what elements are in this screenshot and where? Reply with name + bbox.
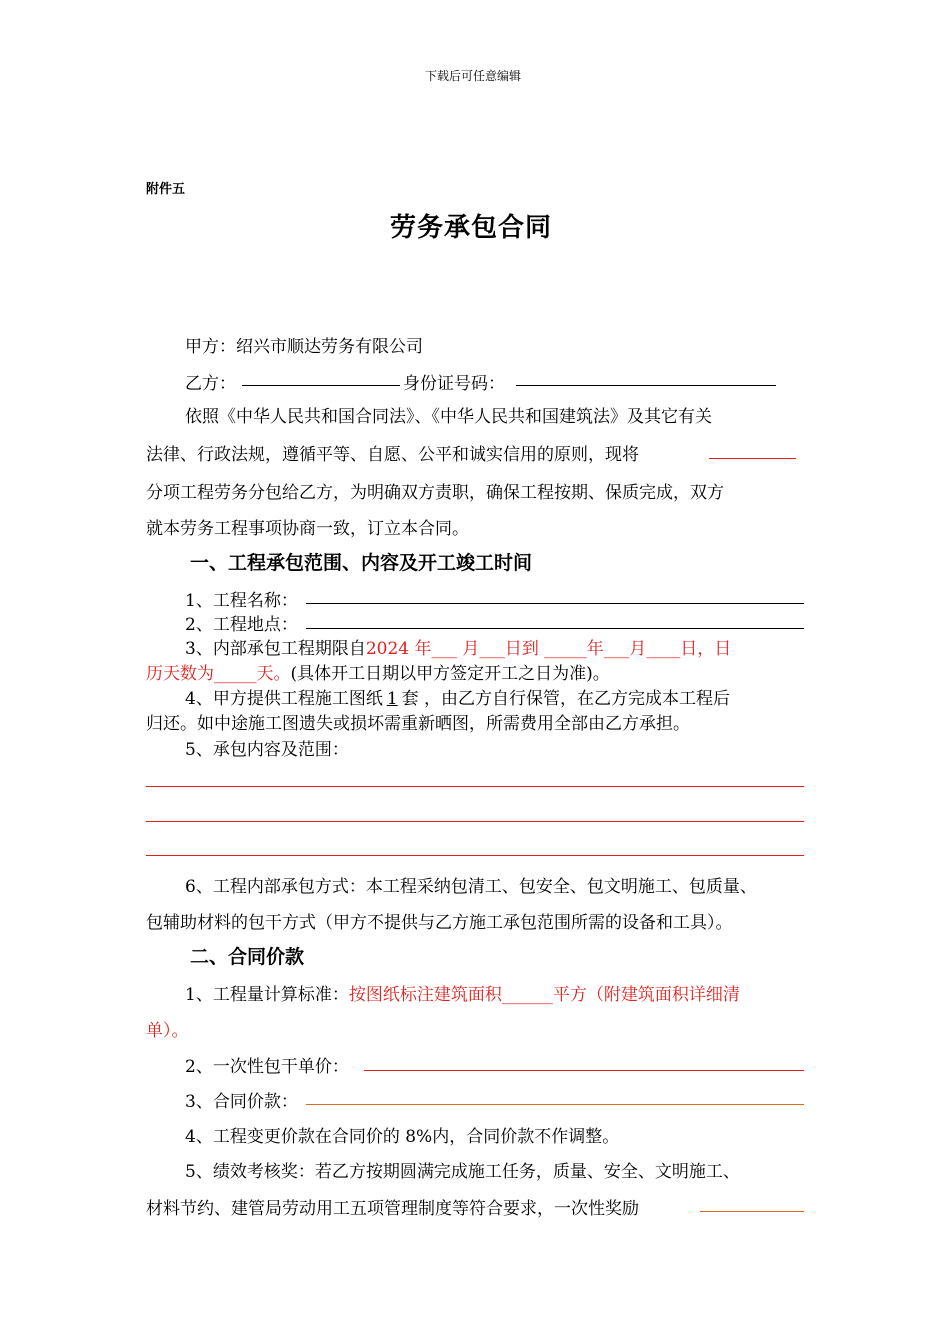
scope-field-1[interactable] [146,786,804,787]
bonus-amount-field[interactable] [700,1211,804,1212]
scope-field-3[interactable] [146,855,804,856]
item-5-scope: 5、承包内容及范围： [185,740,349,760]
scope-field-2[interactable] [146,821,804,822]
document-title: 劳务承包合同 [390,213,553,243]
intro-line-1: 依照《中华人民共和国合同法》、《中华人民共和国建筑法》及其它有关 [185,407,712,427]
item-3-period [185,634,731,659]
item-3-note: (具体开工日期以甲方签定开工之日为准)。 [290,664,610,684]
s2-item-1-standard: 按图纸标注建筑面积______平方（附建筑面积详细清 [348,985,740,1005]
item-2-project-location: 2、工程地点： [185,615,298,635]
item-4-drawings [185,684,730,709]
unit-price-field[interactable] [364,1070,804,1071]
annex-label: 附件五 [146,182,186,197]
section-1-heading: 一、工程承包范围、内容及开工竣工时间 [190,552,533,574]
drawing-count: 1 [386,689,398,709]
s2-item-1-line-2: 单）。 [146,1021,189,1041]
intro-line-4: 就本劳务工程事项协商一致，订立本合同。 [146,519,469,539]
intro-line-3: 分项工程劳务分包给乙方，为明确双方责职，确保工程按期、保质完成，双方 [146,483,724,503]
item-3-line-2 [146,659,610,684]
id-label: 身份证号码： [403,374,505,394]
item-1-project-name: 1、工程名称： [185,591,298,611]
s2-item-1 [185,980,740,1005]
party-a: 甲方：绍兴市顺达劳务有限公司 [185,337,423,357]
item-4-label: 4、甲方提供工程施工图纸 [185,689,383,709]
s2-item-1-label: 1、工程量计算标准： [185,985,349,1005]
item-6-line-1: 6、工程内部承包方式：本工程采纳包清工、包安全、包文明施工、包质量、 [185,877,757,897]
s2-item-5-line-1: 5、绩效考核奖：若乙方按期圆满完成施工任务，质量、安全、文明施工、 [185,1162,740,1182]
project-name-blank[interactable] [709,458,796,459]
item-4-text: 套 ，由乙方自行保管，在乙方完成本工程后 [401,689,731,709]
item-3-days: 历天数为_____天。 [146,664,291,684]
item-6-line-2: 包辅助材料的包干方式（甲方不提供与乙方施工承包范围所需的设备和工具）。 [146,913,733,933]
item-4-line-2: 归还。如中途施工图遗失或损坏需重新晒图，所需费用全部由乙方承担。 [146,714,690,734]
item-3-dates: 2024 年___ 月___日到 _____年___月____日，日 [365,639,732,659]
header-note: 下载后可任意编辑 [425,69,522,83]
item-3-label: 3、内部承包工程期限自 [185,639,366,659]
project-name-field[interactable] [306,603,804,604]
s2-item-3-contract-price: 3、合同价款： [185,1092,298,1112]
party-b-field[interactable] [242,385,400,386]
section-2-heading: 二、合同价款 [190,946,305,968]
s2-item-5-line-2: 材料节约、建管局劳动用工五项管理制度等符合要求，一次性奖励 [146,1199,639,1219]
s2-item-2-unit-price: 2、一次性包干单价： [185,1057,349,1077]
contract-price-field[interactable] [306,1104,804,1105]
intro-line-2: 法律、行政法规，遵循平等、自愿、公平和诚实信用的原则，现将 [146,445,639,465]
id-number-field[interactable] [516,385,776,386]
project-location-field[interactable] [306,628,804,629]
s2-item-4-variation: 4、工程变更价款在合同价的 8%内，合同价款不作调整。 [185,1127,620,1147]
party-b-label: 乙方： [185,374,236,394]
